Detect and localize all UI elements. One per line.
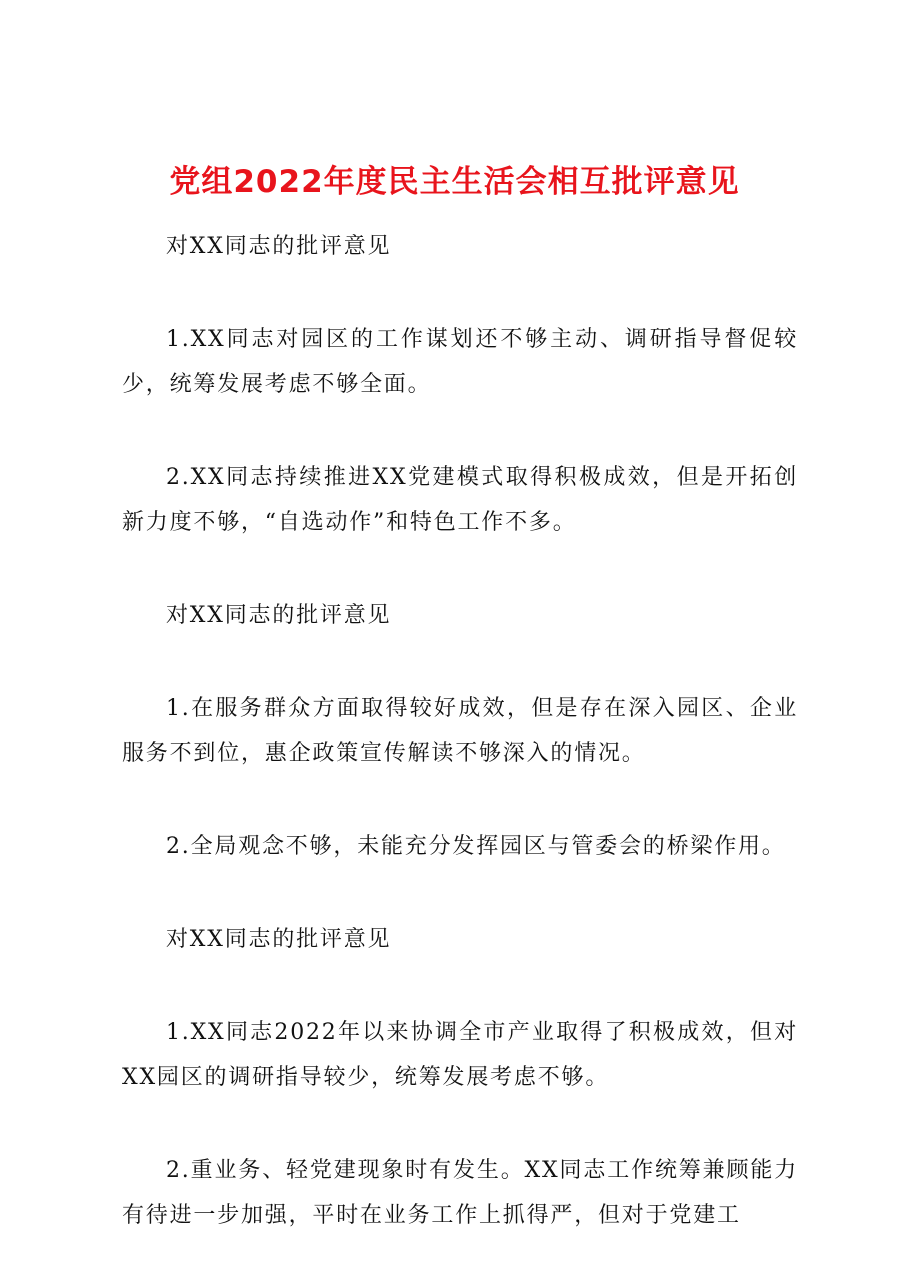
- paragraph: 2.全局观念不够，未能充分发挥园区与管委会的桥梁作用。: [166, 834, 786, 859]
- document-body: [122, 224, 798, 1286]
- section-heading: 对XX同志的批评意见: [166, 603, 392, 628]
- section-heading: 对XX同志的批评意见: [166, 234, 392, 259]
- document-title: 党组2022年度民主生活会相互批评意见: [169, 164, 740, 200]
- paragraph: 1.XX同志对园区的工作谋划还不够主动、调研指导督促较少，统筹发展考虑不够全面。: [122, 327, 798, 397]
- paragraph: 1.XX同志2022年以来协调全市产业取得了积极成效，但对XX园区的调研指导较少，统筹发展考虑不够。: [122, 1020, 798, 1090]
- section-heading: 对XX同志的批评意见: [166, 927, 392, 952]
- paragraph: 2.XX同志持续推进XX党建模式取得积极成效，但是开拓创新力度不够，“自选动作”和特色工作不多。: [122, 465, 798, 535]
- paragraph: 2.重业务、轻党建现象时有发生。XX同志工作统筹兼顾能力有待进一步加强，平时在业务工作上抓得严，但对于党建工: [122, 1158, 798, 1228]
- paragraph: 1.在服务群众方面取得较好成效，但是存在深入园区、企业服务不到位，惠企政策宣传解读不够深入的情况。: [122, 696, 798, 766]
